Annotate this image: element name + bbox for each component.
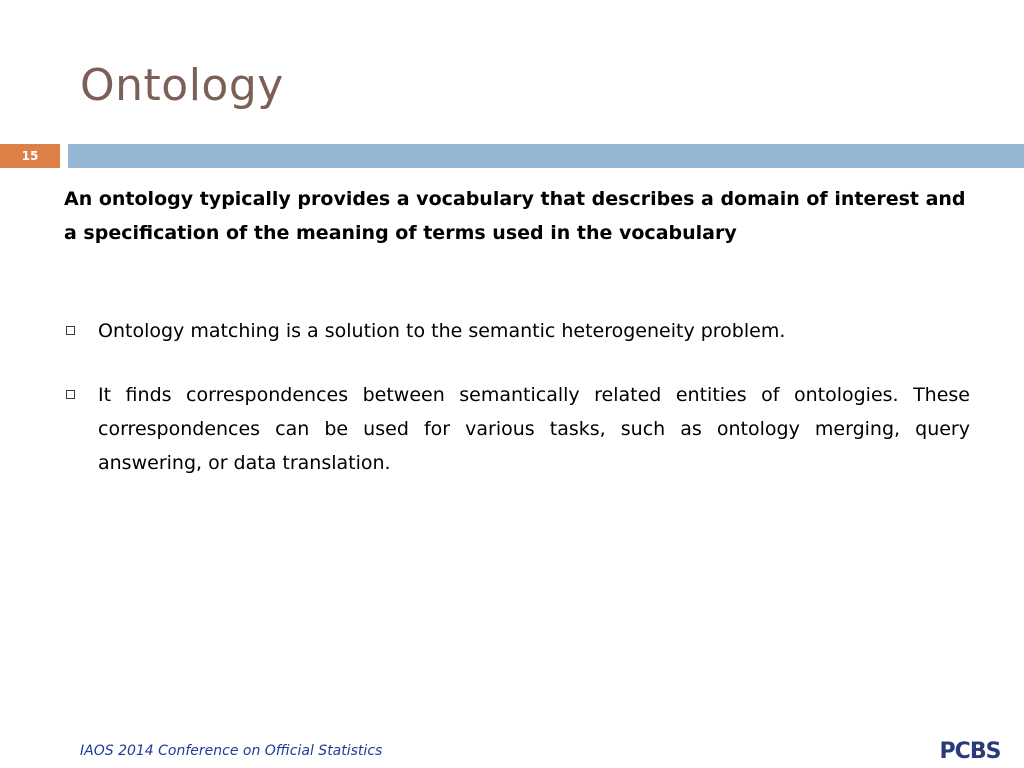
lead-paragraph: An ontology typically provides a vocabulary that describes a domain of interest and a specification of the meaning of terms used in the vocabulary: [64, 188, 966, 244]
square-bullet-icon: [66, 390, 75, 399]
list-item-text: Ontology matching is a solution to the semantic heterogeneity problem.: [98, 320, 786, 342]
list-item: [64, 378, 970, 480]
bullet-list: [64, 314, 970, 510]
square-bullet-icon: [66, 326, 75, 335]
title-divider-bar: [68, 144, 1024, 168]
svg-text:PCBS: PCBS: [939, 739, 1001, 764]
list-item-text: It finds correspondences between semantically related entities of ontologies. These correspondences can be used for various tasks, such as ontology merging, query answering, or data translation.: [98, 384, 970, 474]
footer-text: IAOS 2014 Conference on Official Statistics: [80, 743, 383, 759]
list-item: [64, 314, 970, 348]
slide-title: Ontology: [80, 60, 284, 111]
pcbs-logo: [934, 736, 1006, 764]
slide-number: 15: [0, 144, 60, 168]
